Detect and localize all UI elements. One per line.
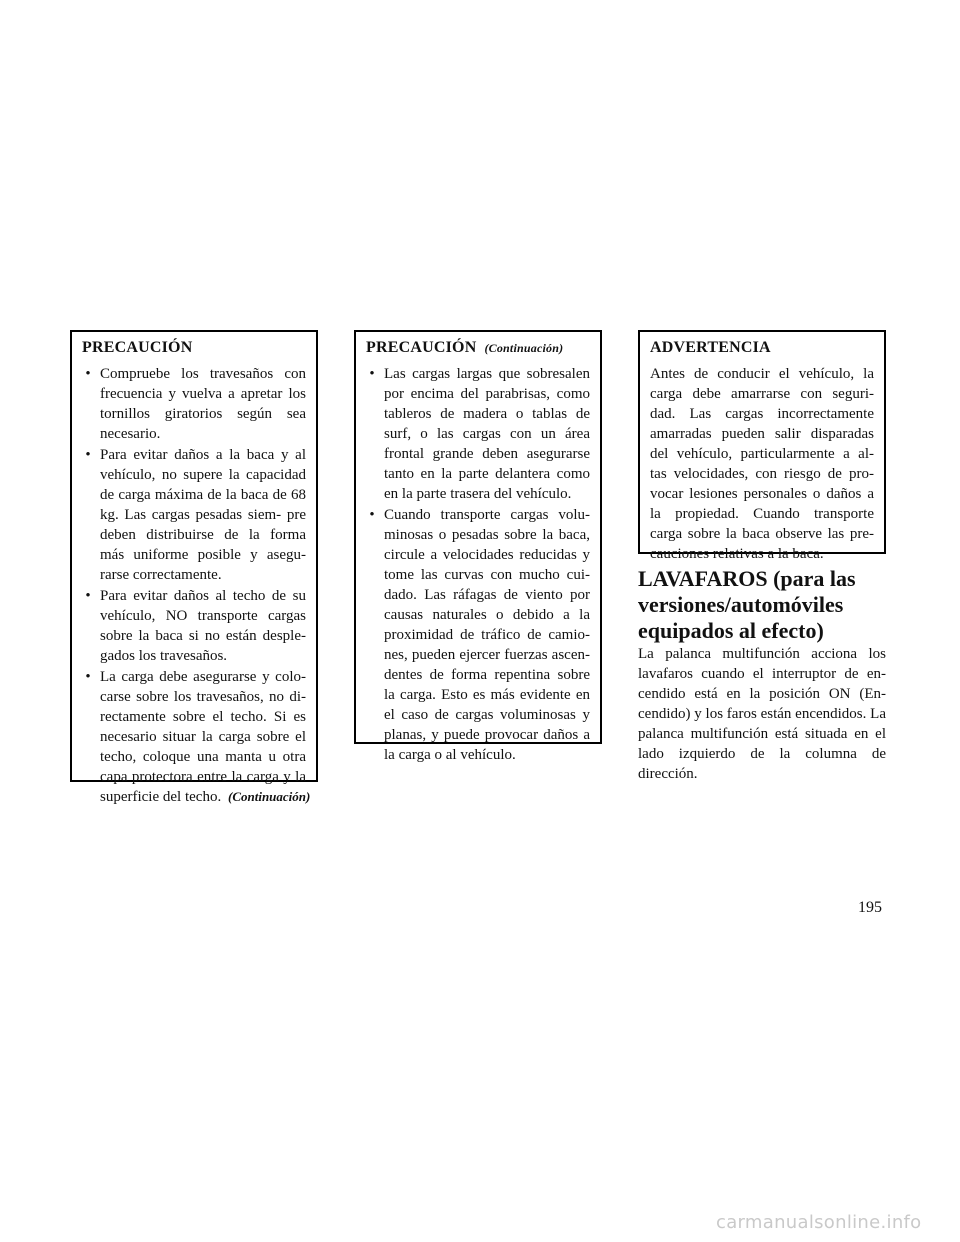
bullet-icon: • (85, 669, 91, 685)
bullet-icon: • (85, 447, 91, 463)
watermark-text: carmanualsonline.info (716, 1212, 922, 1233)
list-item: • Compruebe los travesaños con frecuencia y vuelva a apretar los tornillos giratorios según sea necesario. (82, 364, 306, 444)
caution-title-2: PRECAUCIÓN (Continuación) (366, 339, 564, 356)
warning-text: Antes de conducir el vehículo, la carga debe amarrarse con seguri- dad. Las cargas incorrectamente amarradas pueden salir disparadas del vehículo, particularmente a al- tas velocidades, con riesgo de pro- vocar lesiones personales o daños a la propiedad. Cuando transporte carga sobre la baca observe las pre- cauciones relativas a la baca. (650, 366, 874, 562)
bullet-icon: • (85, 588, 91, 604)
caution-list-2 (366, 364, 590, 765)
warning-title: ADVERTENCIA (650, 339, 771, 356)
list-item: • Las cargas largas que sobresalen por encima del parabrisas, como tableros de madera o tablas de surf, o las cargas con un área frontal grande deben asegurarse tanto en la parte delantera como en la parte trasera del vehículo. (366, 364, 590, 504)
caution-title-continuation: (Continuación) (484, 341, 564, 355)
caution-box-2 (354, 330, 602, 763)
list-item: • Para evitar daños al techo de su vehículo, NO transporte cargas sobre la baca si no están desple- gados los travesaños. (82, 586, 306, 666)
caution-title-1: PRECAUCIÓN (82, 339, 193, 356)
page-number: 195 (858, 899, 882, 916)
bullet-icon: • (85, 366, 91, 382)
list-item: • Cuando transporte cargas volu- minosas o pesadas sobre la baca, circule a velocidades reducidas y tome las curvas con mucho cui- dado. Las ráfagas de viento por causas naturales o debido a la proximidad de tráfico de camio- nes, pueden ejercer fuerzas ascen- dentes de forma repentina sobre la carga. Esto es más evidente en el caso de cargas voluminosas y planas, y puede provocar daños a la carga o al vehículo. (366, 505, 590, 765)
list-item: • La carga debe asegurarse y colo- carse sobre los travesaños, no di- rectamente sobre el techo. Si es necesario situar la carga sobre el techo, coloque una manta u otra capa protectora entre la carga y la superficie del techo. (82, 667, 306, 807)
warning-box (638, 330, 886, 562)
bullet-icon: • (369, 366, 375, 382)
list-item: • Para evitar daños a la baca y al vehículo, no supere la capacidad de carga máxima de la baca de 68 kg. Las cargas pesadas siem- pre deben distribuirse de la forma más uniforme posible y asegu- rarse correctamente. (82, 445, 306, 585)
continuation-note: (Continuación) (228, 789, 311, 804)
section-heading: LAVAFAROS (para las versiones/automóviles equipados al efecto) (638, 566, 856, 643)
caution-list-1 (82, 364, 306, 807)
section-body: La palanca multifunción acciona los lavafaros cuando el interruptor de en- cendido está en la posición ON (En- cendido) y los faros están encendidos. La palanca multifunción está situada en el lado izquierdo de la columna de dirección. (638, 646, 886, 782)
bullet-icon: • (369, 507, 375, 523)
